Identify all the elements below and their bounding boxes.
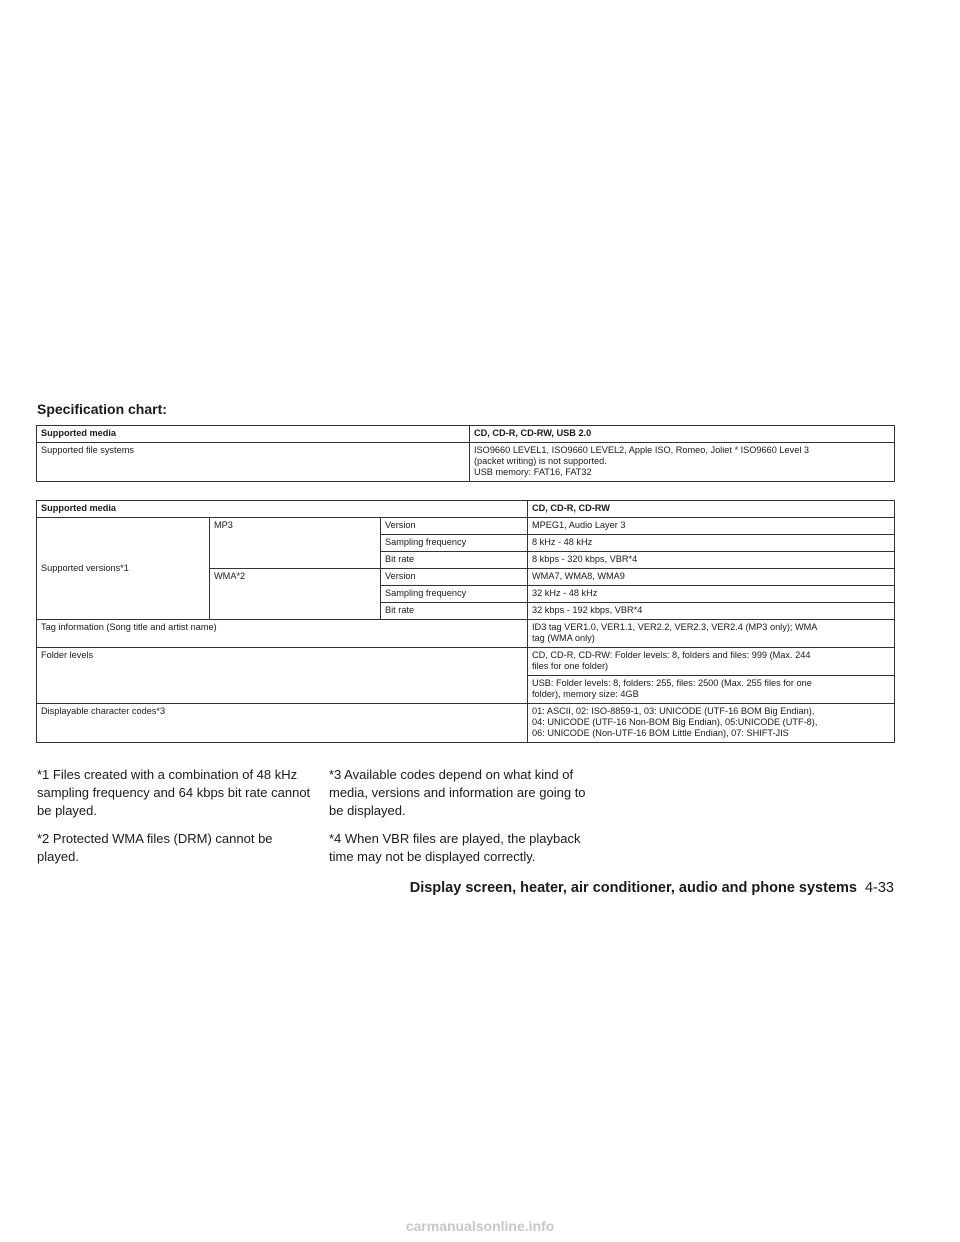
table-cell-value: 32 kbps - 192 kbps, VBR*4 [528, 603, 895, 620]
footnote-4: *4 When VBR files are played, the playback time may not be displayed correctly. [329, 831, 581, 864]
table-cell-value: MPEG1, Audio Layer 3 [528, 518, 895, 535]
value-line: 04: UNICODE (UTF-16 Non-BOM Big Endian), 05:UNICODE (UTF-8), [532, 717, 818, 727]
value-line: folder), memory size: 4GB [532, 689, 639, 699]
table-cell-param: Sampling frequency [381, 586, 528, 603]
value-line: ID3 tag VER1.0, VER1.1, VER2.2, VER2.3, VER2.4 (MP3 only); WMA [532, 622, 818, 632]
value-line: USB memory: FAT16, FAT32 [474, 467, 592, 477]
value-line: 01: ASCII, 02: ISO-8859-1, 03: UNICODE (UTF-16 BOM Big Endian), [532, 706, 815, 716]
table-cell-value [528, 676, 895, 704]
table-cell-param: Bit rate [381, 552, 528, 569]
watermark: carmanualsonline.info [405, 1218, 555, 1234]
table-header-cell: CD, CD-R, CD-RW [528, 501, 895, 518]
footnotes-right [329, 766, 603, 876]
table-cell-label: Supported file systems [37, 443, 470, 482]
table-cell-value: 32 kHz - 48 kHz [528, 586, 895, 603]
table-row [37, 620, 895, 648]
table-cell-value [528, 704, 895, 743]
table-row [37, 443, 895, 482]
table-header-row [37, 426, 895, 443]
value-line: (packet writing) is not supported. [474, 456, 607, 466]
table-header-cell: Supported media [37, 426, 470, 443]
value-line: ISO9660 LEVEL1, ISO9660 LEVEL2, Apple ISO, Romeo, Joliet * ISO9660 Level 3 [474, 445, 810, 455]
table-row [37, 704, 895, 743]
value-line: tag (WMA only) [532, 633, 595, 643]
value-line: USB: Folder levels: 8, folders: 255, files: 2500 (Max. 255 files for one [532, 678, 812, 688]
footer-title: Display screen, heater, air conditioner, audio and phone systems [409, 880, 857, 896]
value-line: files for one folder) [532, 661, 609, 671]
table-cell-value [470, 443, 895, 482]
table-cell-param: Bit rate [381, 603, 528, 620]
spec-table-2 [36, 500, 895, 743]
table-row [37, 648, 895, 676]
table-cell-value [528, 648, 895, 676]
table-cell-format: WMA*2 [210, 569, 381, 620]
table-header-cell: CD, CD-R, CD-RW, USB 2.0 [470, 426, 895, 443]
table-row [37, 518, 895, 535]
table-cell-label: Supported versions*1 [37, 518, 210, 620]
table-cell-label: Tag information (Song title and artist name) [37, 620, 528, 648]
table-header-row [37, 501, 895, 518]
table-cell-param: Sampling frequency [381, 535, 528, 552]
table-cell-label: Displayable character codes*3 [37, 704, 528, 743]
spec-table-1 [36, 425, 895, 482]
section-title: Specification chart: [37, 401, 167, 417]
footnote-3: *3 Available codes depend on what kind of media, versions and information are going to be displayed. [329, 767, 586, 818]
value-line: CD, CD-R, CD-RW: Folder levels: 8, folders and files: 999 (Max. 244 [532, 650, 811, 660]
value-line: 06: UNICODE (Non-UTF-16 BOM Little Endian), 07: SHIFT-JIS [532, 728, 789, 738]
table-cell-value: 8 kbps - 320 kbps, VBR*4 [528, 552, 895, 569]
footnote-2: *2 Protected WMA files (DRM) cannot be played. [37, 831, 273, 864]
table-cell-value: WMA7, WMA8, WMA9 [528, 569, 895, 586]
page-number: 4-33 [864, 880, 894, 896]
footnotes-left [37, 766, 311, 876]
table-cell-param: Version [381, 569, 528, 586]
table-cell-value [528, 620, 895, 648]
footnote-1: *1 Files created with a combination of 48 kHz sampling frequency and 64 kbps bit rate cannot be played. [37, 767, 311, 818]
table-header-cell: Supported media [37, 501, 528, 518]
page-footer [410, 880, 894, 896]
table-cell-param: Version [381, 518, 528, 535]
table-cell-label: Folder levels [37, 648, 528, 704]
table-cell-format: MP3 [210, 518, 381, 569]
table-cell-value: 8 kHz - 48 kHz [528, 535, 895, 552]
